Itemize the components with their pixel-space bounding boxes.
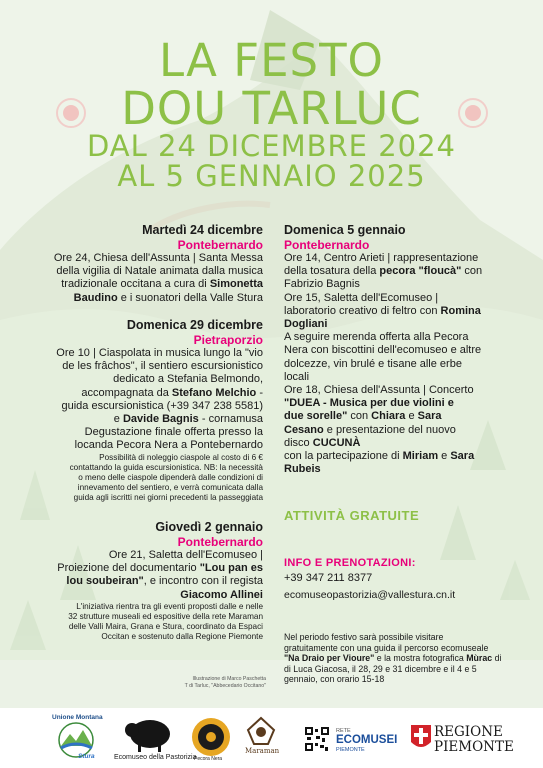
event-note: Occitan e sostenuto dalla Regione Piemonte [101, 632, 263, 642]
pecora-nera-badge-icon [190, 716, 232, 758]
event-text: Ore 21, Saletta dell'Ecomuseo | [108, 549, 263, 561]
qr-code-icon [304, 726, 330, 752]
event-text: locanda Pecora Nera a Pontebernardo [74, 439, 263, 452]
maraman-emblem-icon [244, 716, 278, 746]
info-phone[interactable]: +39 347 211 8377 [284, 572, 373, 584]
event-text: Ore 15, Saletta dell'Ecomuseo | [284, 291, 439, 304]
event-5-gennaio [284, 223, 512, 476]
event-text: accompagnata da Stefano Melchio - [81, 386, 263, 399]
holiday-note [284, 632, 514, 685]
event-day: Domenica 5 gennaio [284, 223, 406, 237]
event-note: innevamento del sentiero, e verrà comunicata dalla [77, 483, 263, 493]
rete-ecomusei-logo: RETE ECOMUSEI PIEMONTE [336, 728, 398, 753]
event-2-gennaio [38, 520, 263, 643]
note-text: gratuitamente con una guida il percorso ecomuseale [284, 642, 489, 653]
event-text: de les frâchos", il sentiero escursionistico [62, 360, 263, 373]
event-text: e Davide Bagnis - cornamusa [113, 413, 263, 426]
event-text: laboratorio creativo di feltro con Romina [284, 304, 481, 317]
event-place: Pontebernardo [284, 238, 370, 252]
pecora-nera-logo: Pecora Nera [190, 716, 232, 762]
event-place: Pontebernardo [177, 238, 263, 252]
event-place: Pontebernardo [177, 535, 263, 549]
unione-montana-logo: Unione Montana Stura [52, 714, 103, 760]
event-note: contattando la guida escursionistica. NB: la necessità [69, 462, 263, 472]
event-text: Ore 10 | Ciaspolata in musica lungo la "vio [56, 347, 263, 359]
event-text: Fabrizio Bagnis [284, 278, 360, 291]
event-note: Possibilità di noleggio ciaspole al costo di 6 € [99, 452, 263, 462]
free-activities-label: ATTIVITÀ GRATUITE [284, 508, 420, 523]
piemonte-shield-icon [410, 724, 432, 752]
date-range-line-2: AL 5 GENNAIO 2025 [117, 159, 426, 193]
event-note: delle Valli Maira, Grana e Stura, coordinato da Espaci [68, 622, 263, 632]
note-text: di Luca Giacosa, il 28, 29 e 31 dicembre e il 4 e 5 [284, 663, 477, 674]
event-text: "DUEA - Musica per due violini e [284, 397, 454, 410]
info-heading: INFO E PRENOTAZIONI: [284, 557, 416, 569]
event-text: due sorelle" con Chiara e Sara [284, 410, 442, 423]
note-text: Nel periodo festivo sarà possibile visitare [284, 632, 444, 642]
event-text: Degustazione finale offerta presso la [84, 426, 263, 439]
event-text: Ore 24, Chiesa dell'Assunta | Santa Messa [53, 252, 263, 264]
event-text: Baudino e i suonatori della Valle Stura [73, 291, 263, 304]
info-email[interactable]: ecomuseopastorizia@vallestura.cn.it [284, 589, 456, 601]
event-29-dicembre [38, 318, 263, 504]
event-day: Giovedì 2 gennaio [155, 520, 263, 534]
event-text: Nera con biscottini dell'ecomuseo e altre [284, 344, 482, 357]
event-day: Domenica 29 dicembre [126, 318, 263, 332]
event-text: della vigilia di Natale animata dalla musica [56, 265, 263, 278]
maraman-logo: Maraman [244, 716, 278, 762]
qr-code[interactable] [304, 726, 330, 752]
event-text: lou soubeiran", e incontro con il regista [66, 575, 263, 588]
date-range-line-1: DAL 24 DICEMBRE 2024 [86, 129, 457, 163]
illustration-credit: Illustrazione di Marco Paschetta T di Tarluc, "Abbecedario Occitano" [184, 676, 266, 689]
note-text: "Na Draio per Vioure" e la mostra fotografica Mùrac di [284, 653, 502, 664]
event-text: guida escursionistica (+39 347 238 5581) [61, 399, 263, 412]
event-text: della tosatura della pecora "floucà" con [284, 265, 483, 278]
event-text: dedicato a Stefania Belmondo, [113, 373, 263, 386]
event-note: L'iniziativa rientra tra gli eventi proposti dalle e nelle [76, 601, 263, 611]
event-note: o meno delle ciaspole dipenderà dalle condizioni di [78, 473, 263, 483]
footer-logos [0, 708, 543, 768]
regione-piemonte-logo: REGIONE PIEMONTE [410, 724, 520, 756]
title-line-1: LA FESTO [159, 34, 384, 87]
ecomuseo-pastorizia-logo: Ecomuseo della Pastorizia [118, 714, 182, 764]
black-sheep-icon [118, 714, 182, 754]
event-note: 32 strutture museali ed espositive della rete Maraman [68, 612, 263, 622]
event-place: Pietraporzio [193, 333, 263, 347]
event-text: Cesano e presentazione del nuovo [284, 423, 456, 436]
event-text: A seguire merenda offerta alla Pecora [284, 331, 469, 344]
event-text: Dogliani [284, 318, 328, 331]
event-text: locali [284, 370, 310, 383]
event-note: guida agli iscritti nei giorni precedenti la passeggiata [73, 493, 263, 503]
event-day: Martedì 24 dicembre [142, 223, 263, 237]
event-text: Giacomo Allinei [180, 588, 263, 601]
event-text: tradizionale occitana a cura di Simonetta [61, 278, 263, 291]
event-text: dolcezze, vin brulé e tisane alle erbe [284, 357, 462, 370]
event-text: Proiezione del documentario "Lou pan es [57, 562, 263, 575]
event-text: Rubeis [284, 463, 321, 476]
event-text: con la partecipazione di Miriam e Sara [284, 450, 475, 463]
event-24-dicembre [38, 223, 263, 305]
event-text: Ore 18, Chiesa dell'Assunta | Concerto [284, 384, 474, 397]
title-line-2: DOU TARLUC [121, 82, 422, 135]
event-text: disco CUCUNÀ [284, 436, 361, 449]
event-text: Ore 14, Centro Arieti | rappresentazione [284, 252, 479, 264]
note-text: gennaio, con orario 15-18 [284, 674, 385, 685]
